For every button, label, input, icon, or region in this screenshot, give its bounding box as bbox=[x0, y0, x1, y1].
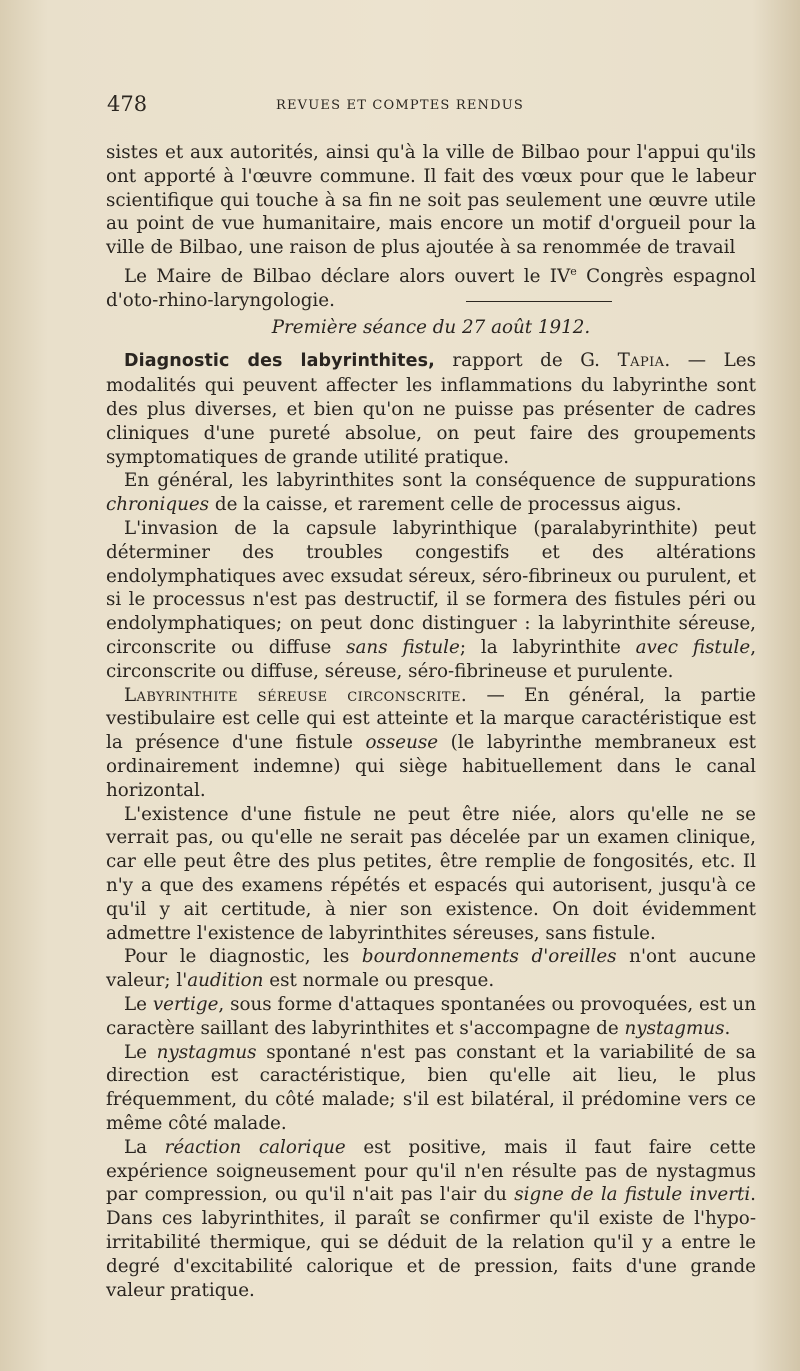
paragraph: Le Maire de Bilbao déclare alors ouvert le IVe Congrès espagnol d'oto-rhino-laryngologie. bbox=[106, 264, 756, 311]
paragraph: La réaction calorique est positive, mais il faut faire cette expérience soigneusement pour qu'il n'en résulte pas de nystagmus par compression, ou qu'il n'ait pas l'air du signe de la fistule inverti. Dans ces labyrinthites, il paraît se confirmer qu'il existe de l'hypo-irritabilité thermique, qui se déduit de la relation qu'il y a entre le degré d'excitabilité calorique et de pression, faits d'une grande valeur pratique. bbox=[106, 1136, 756, 1301]
paragraph: Diagnostic des labyrinthites, rapport de G. Tapia. — Les modalités qui peuvent affecter les inflammations du labyrinthe sont des plus diverses, et bien qu'on ne puisse pas présenter de cadres cliniques d'une pureté absolue, on peut faire des groupements symptomatiques de grande utilité pratique. bbox=[106, 350, 756, 468]
author-name: Tapia bbox=[617, 350, 665, 372]
paragraph: Le vertige, sous forme d'attaques spontanées ou provoquées, est un caractère saillant des labyrinthites et s'accompagne de nystagmus. bbox=[106, 993, 756, 1039]
paragraph: L'invasion de la capsule labyrinthique (paralabyrinthite) peut déterminer des troubles congestifs et des altérations endolymphatiques avec exsudat séreux, séro-fibrineux ou purulent, et si le processus n'est pas destructif, il se formera des fistules péri ou endolymphatiques; on peut donc distinguer : la labyrinthite séreuse, circonscrite ou diffuse sans fistule; la labyrinthite avec fistule, circonscrite ou diffuse, séreuse, séro-fibrineuse et purulente. bbox=[106, 518, 756, 682]
page-number: 478 bbox=[107, 92, 148, 116]
session-heading: Première séance du 27 août 1912. bbox=[271, 316, 591, 338]
paragraph: En général, les labyrinthites sont la conséquence de suppurations chroniques de la caisse, et rarement celle de processus aigus. bbox=[106, 470, 756, 516]
section-title: Diagnostic des labyrinthites, bbox=[124, 351, 435, 372]
running-head: REVUES ET COMPTES RENDUS bbox=[275, 98, 525, 113]
paragraph: Le nystagmus spontané n'est pas constant et la variabilité de sa direction est caractéristique, bien qu'elle ait lieu, le plus fréquemment, du côté malade; s'il est bilatéral, il prédomine vers ce même côté malade. bbox=[106, 1041, 756, 1134]
paragraph: sistes et aux autorités, ainsi qu'à la ville de Bilbao pour l'appui qu'ils ont apporté à l'œuvre commune. Il fait des vœux pour que le labeur scientifique qui touche à sa fin ne soit pas seulement une œuvre utile au point de vue humanitaire, mais encore un motif d'orgueil pour la ville de Bilbao, une raison de plus ajoutée à sa renommée de travail bbox=[106, 142, 756, 259]
paragraph: Pour le diagnostic, les bourdonnements d'oreilles n'ont aucune valeur; l'audition est normale ou presque. bbox=[106, 946, 757, 992]
paragraph: Labyrinthite séreuse circonscrite. — En général, la partie vestibulaire est celle qui est atteinte et la marque caractéristique est la présence d'une fistule osseuse (le labyrinthe membraneux est ordinairement indemne) qui siège habituellement dans le canal horizontal. bbox=[106, 684, 756, 801]
separator-rule bbox=[466, 301, 612, 302]
subsection-title: Labyrinthite séreuse circonscrite. bbox=[124, 684, 468, 706]
body-text bbox=[106, 141, 756, 1302]
paragraph: L'existence d'une fistule ne peut être niée, alors qu'elle ne se verrait pas, ou qu'elle ne serait pas décelée par un examen clinique, car elle peut être des plus petites, être remplie de fongosités, etc. Il n'y a que des examens répétés et espacés qui autorisent, jusqu'à ce qu'il y ait certitude, à nier son existence. On doit évidemment admettre l'existence de labyrinthites séreuses, sans fistule. bbox=[106, 803, 756, 944]
